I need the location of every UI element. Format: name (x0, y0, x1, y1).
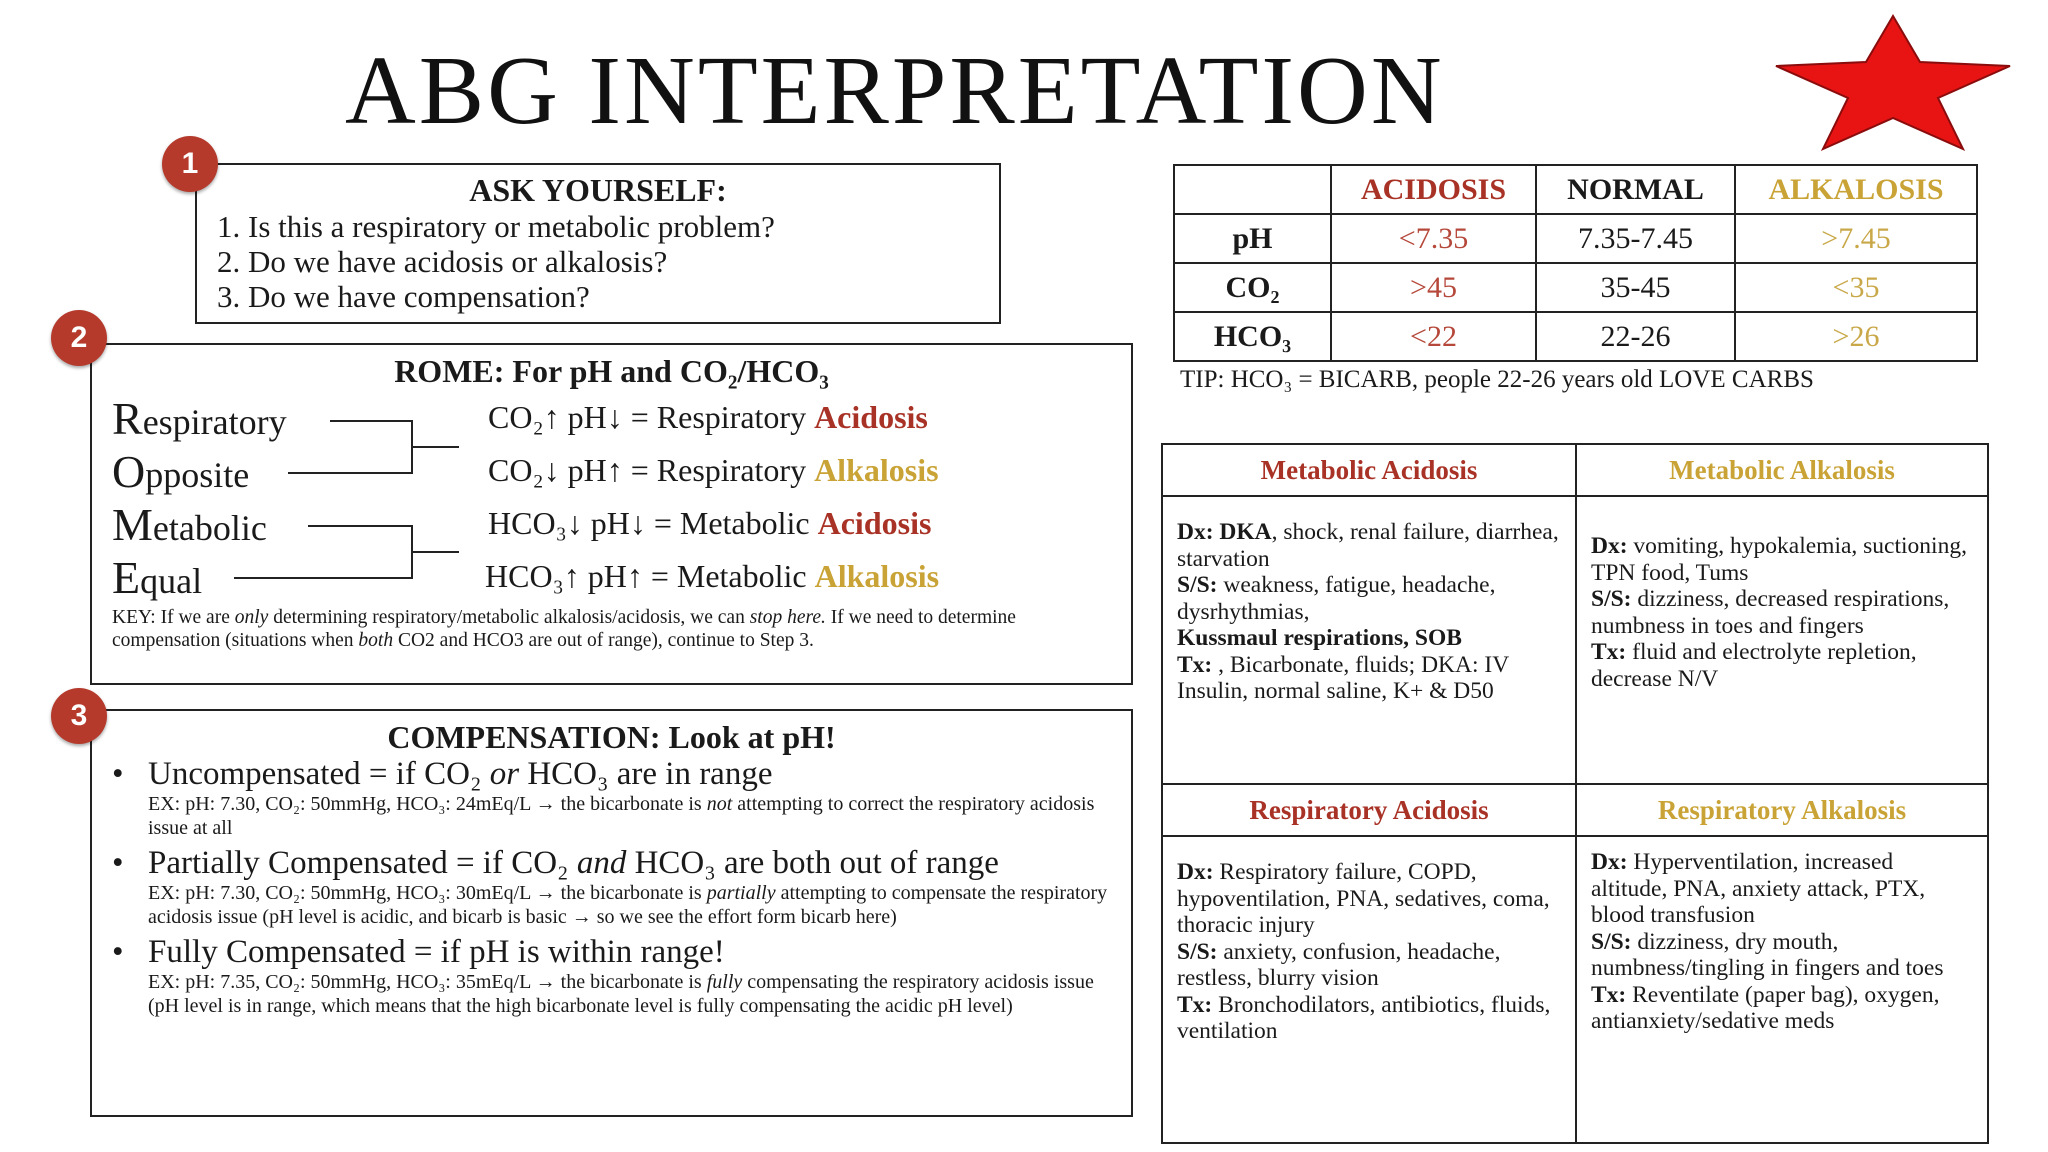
table-row (1162, 496, 1988, 784)
ask-yourself-box (195, 163, 1001, 324)
bracket-line (308, 525, 412, 527)
tip-text: TIP: HCO₃ = BICARB, people 22-26 years old LOVE CARBS (1180, 366, 1814, 393)
table-cell: >26 (1735, 312, 1977, 361)
table-cell: <7.35 (1331, 214, 1536, 263)
header-alkalosis: ALKALOSIS (1735, 165, 1977, 214)
rome-heading: ROME: For pH and CO₂/HCO₃ (394, 353, 829, 389)
metabolic-acidosis-details: Dx: DKA, shock, renal failure, diarrhea, starvation S/S: weakness, fatigue, headache, dysrhythmias, Kussmaul respirations, SOB Tx: , Bicarbonate, fluids; DKA: IV Insulin, normal saline, K+ & D50 (1162, 496, 1576, 784)
step-3-badge: 3 (51, 688, 107, 744)
step-1-badge: 1 (162, 136, 218, 192)
table-row (1162, 444, 1988, 496)
star-icon (1768, 14, 2020, 152)
header-normal: NORMAL (1536, 165, 1735, 214)
table-cell: 22-26 (1536, 312, 1735, 361)
rome-rule: CO₂↑ pH↓ = Respiratory Acidosis (488, 399, 928, 435)
bracket-line (330, 420, 412, 422)
bracket-line (234, 577, 412, 579)
table-cell: 35-45 (1536, 263, 1735, 312)
table-row (1174, 165, 1977, 214)
table-cell: <22 (1331, 312, 1536, 361)
compensation-list (112, 757, 1122, 1018)
rome-word-metabolic: Metabolic (112, 499, 267, 550)
header-acidosis: ACIDOSIS (1331, 165, 1536, 214)
abg-ranges-table (1173, 164, 1978, 362)
respiratory-alkalosis-details: Dx: Hyperventilation, increased altitude, PNA, anxiety attack, PTX, blood transfusion S/S: dizziness, dry mouth, numbness/tingling in fingers and toes Tx: Reventilate (paper bag), oxygen, antianxiety/sedative meds (1576, 836, 1988, 1143)
respiratory-acidosis-details: Dx: Respiratory failure, COPD, hypoventilation, PNA, sedatives, coma, thoracic injury S/S: anxiety, confusion, headache, restless, blurry vision Tx: Bronchodilators, antibiotics, fluids, ventilation (1162, 836, 1576, 1143)
row-label: CO₂ (1174, 263, 1331, 312)
step-2-badge: 2 (51, 310, 107, 366)
table-cell: 7.35-7.45 (1536, 214, 1735, 263)
compensation-item-full: • Fully Compensated = if pH is within range! EX: pH: 7.35, CO₂: 50mmHg, HCO₃: 35mEq/L → the bicarbonate is fully compensating the respiratory acidosis issue (pH level is in range, which means that the high bicarbonate level is fully compensating the acidic pH level) (112, 934, 1094, 1017)
respiratory-acidosis-title: Respiratory Acidosis (1162, 784, 1576, 836)
table-row (1162, 784, 1988, 836)
page-title: ABG INTERPRETATION (345, 37, 1445, 145)
rome-rule: HCO₃↑ pH↑ = Metabolic Alkalosis (485, 558, 940, 594)
table-cell: <35 (1735, 263, 1977, 312)
rome-rule: CO₂↓ pH↑ = Respiratory Alkalosis (488, 452, 939, 488)
table-row (1162, 836, 1988, 1143)
table-row (1174, 214, 1977, 263)
rome-rule: HCO₃↓ pH↓ = Metabolic Acidosis (488, 505, 932, 541)
row-label: pH (1174, 214, 1331, 263)
rome-word-equal: Equal (112, 552, 203, 603)
rome-word-respiratory: Respiratory (112, 393, 287, 444)
bracket-line (411, 551, 459, 553)
table-cell (1174, 165, 1331, 214)
table-row (1174, 263, 1977, 312)
ask-item: 2. Do we have acidosis or alkalosis? (217, 244, 668, 279)
bracket-line (288, 472, 412, 474)
ask-item: 3. Do we have compensation? (217, 279, 590, 314)
table-cell: >7.45 (1735, 214, 1977, 263)
bracket-line (411, 446, 459, 448)
row-label: HCO₃ (1174, 312, 1331, 361)
ask-item: 1. Is this a respiratory or metabolic problem? (217, 209, 775, 244)
compensation-item-uncompensated: • Uncompensated = if CO₂ or HCO₃ are in range EX: pH: 7.30, CO₂: 50mmHg, HCO₃: 24mEq/L → the bicarbonate is not attempting to correct the respiratory acidosis issue at all (112, 756, 1095, 839)
metabolic-alkalosis-details: Dx: vomiting, hypokalemia, suctioning, TPN food, Tums S/S: dizziness, decreased respirations, numbness in toes and fingers Tx: fluid and electrolyte repletion, decrease N/V (1576, 496, 1988, 784)
ask-yourself-heading: ASK YOURSELF: (469, 172, 727, 208)
compensation-heading: COMPENSATION: Look at pH! (387, 719, 836, 755)
table-cell: >45 (1331, 263, 1536, 312)
rome-word-opposite: Opposite (112, 446, 250, 497)
table-row (1174, 312, 1977, 361)
respiratory-alkalosis-title: Respiratory Alkalosis (1576, 784, 1988, 836)
metabolic-acidosis-title: Metabolic Acidosis (1162, 444, 1576, 496)
rome-key-note: KEY: If we are only determining respiratory/metabolic alkalosis/acidosis, we can stop here. If we need to determine compensation (situations when both CO2 and HCO3 are out of range), continue to Step 3. (112, 607, 1016, 651)
conditions-table (1161, 443, 1989, 1144)
compensation-item-partial: • Partially Compensated = if CO₂ and HCO₃ are both out of range EX: pH: 7.30, CO₂: 50mmHg, HCO₃: 30mEq/L → the bicarbonate is partially attempting to compensate the respiratory acidosis issue (pH level is acidic, and bicarb is basic → so we see the effort form bicarb here) (112, 845, 1108, 928)
metabolic-alkalosis-title: Metabolic Alkalosis (1576, 444, 1988, 496)
